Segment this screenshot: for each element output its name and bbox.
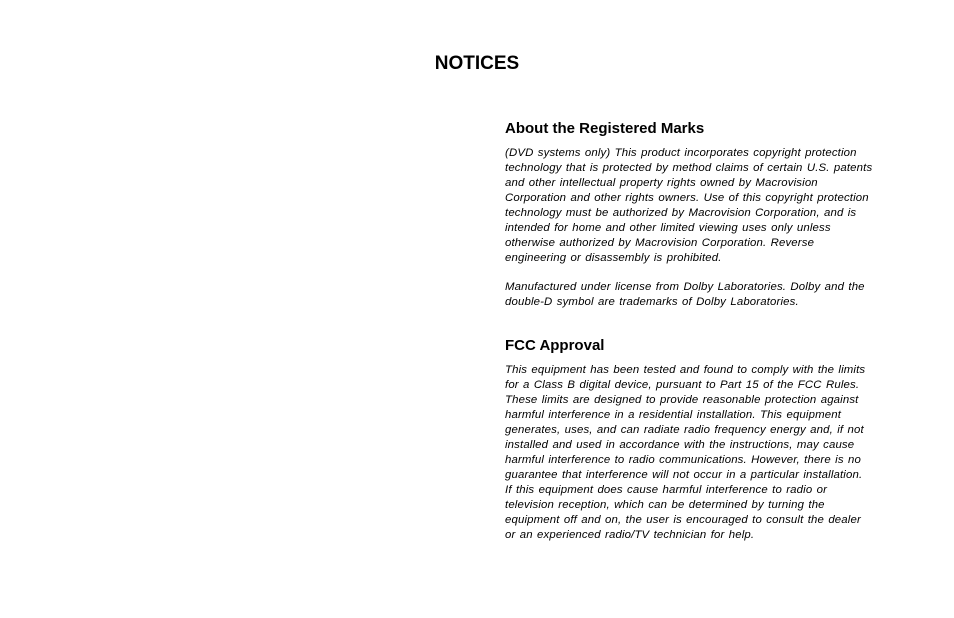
page-title: NOTICES xyxy=(434,53,520,74)
fcc-approval-section xyxy=(505,336,899,543)
paragraph-line: otherwise authorized by Macrovision Corporation. Reverse xyxy=(505,237,815,249)
paragraph-line: This equipment has been tested and found to comply with the limits xyxy=(505,364,866,376)
paragraph-line: or an experienced radio/TV technician for help. xyxy=(505,529,755,541)
macrovision-notice-paragraph xyxy=(505,146,899,266)
fcc-notice-paragraph xyxy=(505,363,899,543)
paragraph-line: installed and used in accordance with the instructions, may cause xyxy=(505,439,855,451)
paragraph-line: If this equipment does cause harmful interference to radio or xyxy=(505,484,828,496)
paragraph-line: and other intellectual property rights owned by Macrovision xyxy=(505,177,818,189)
paragraph-line: intended for home and other limited viewing uses only unless xyxy=(505,222,831,234)
paragraph-line: harmful interference to radio communications. However, there is no xyxy=(505,454,861,466)
paragraph-line: Manufactured under license from Dolby Laboratories. Dolby and the xyxy=(505,281,865,293)
paragraph-line: harmful interference in a residential installation. This equipment xyxy=(505,409,842,421)
paragraph-line: double-D symbol are trademarks of Dolby Laboratories. xyxy=(505,296,799,308)
paragraph-line: engineering or disassembly is prohibited. xyxy=(505,252,722,264)
paragraph-line: (DVD systems only) This product incorporates copyright protection xyxy=(505,147,857,159)
paragraph-line: for a Class B digital device, pursuant to Part 15 of the FCC Rules. xyxy=(505,379,860,391)
paragraph-line: Corporation and other rights owners. Use of this copyright protection xyxy=(505,192,869,204)
dolby-notice-paragraph xyxy=(505,280,899,310)
paragraph-line: technology must be authorized by Macrovision Corporation, and is xyxy=(505,207,857,219)
paragraph-line: television reception, which can be determined by turning the xyxy=(505,499,825,511)
paragraph-line: equipment off and on, the user is encouraged to consult the dealer xyxy=(505,514,861,526)
paragraph-line: technology that is protected by method claims of certain U.S. patents xyxy=(505,162,873,174)
fcc-approval-heading: FCC Approval xyxy=(505,337,605,354)
registered-marks-heading: About the Registered Marks xyxy=(505,120,705,137)
paragraph-line: generates, uses, and can radiate radio frequency energy and, if not xyxy=(505,424,864,436)
paragraph-line: guarantee that interference will not occur in a particular installation. xyxy=(505,469,863,481)
paragraph-line: These limits are designed to provide reasonable protection against xyxy=(505,394,859,406)
registered-marks-section xyxy=(505,119,899,310)
